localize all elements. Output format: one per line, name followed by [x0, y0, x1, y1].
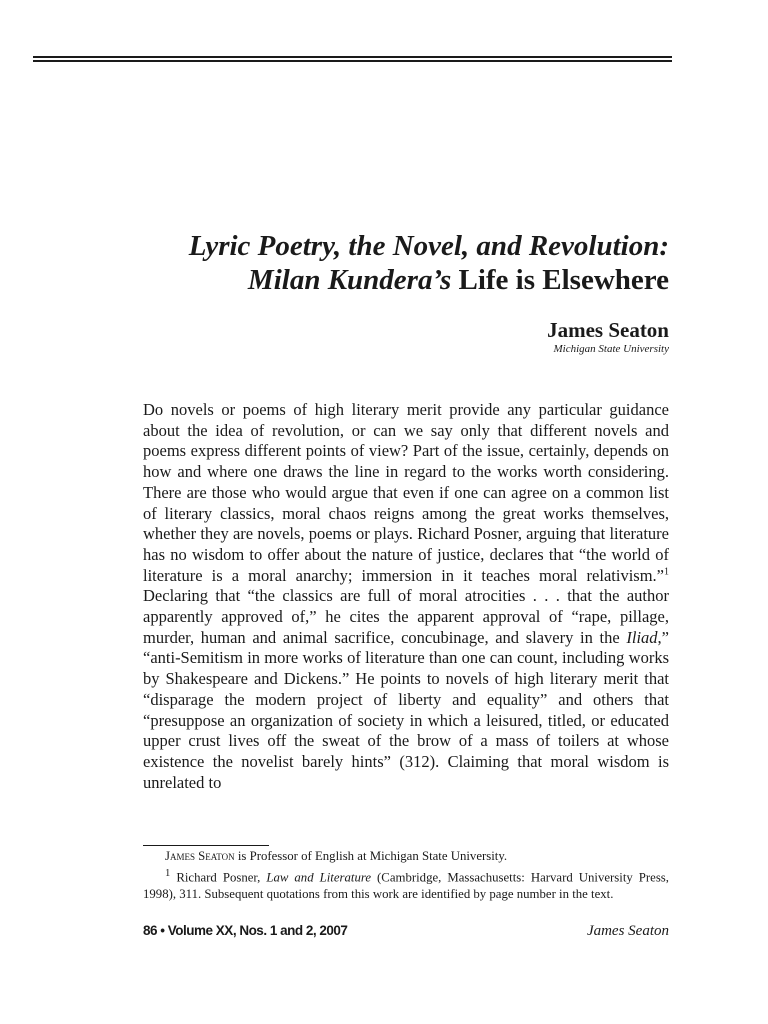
author-affiliation: Michigan State University [553, 343, 669, 355]
footnote-separator [143, 845, 269, 846]
title-line-1: Lyric Poetry, the Novel, and Revolution: [188, 230, 669, 262]
body-paragraph [143, 400, 669, 793]
title-line-2 [189, 263, 669, 297]
author-note-name: James Seaton [165, 849, 235, 863]
footnotes [143, 848, 669, 903]
footnote-1-text-a: Richard Posner, [170, 870, 267, 885]
footer-bullet: • [160, 923, 165, 938]
page-number: 86 [143, 923, 158, 938]
footnote-1-number: 1 [165, 868, 171, 879]
body-text-part-2: Declaring that “the classics are full of moral atrocities . . . that the author apparently approved of,” he cites the apparent approval of “rape, pillage, murder, human and animal sacrifice, concubinage, and slavery in the [143, 586, 669, 647]
rule-line [33, 60, 672, 62]
iliad-title: Iliad [626, 627, 658, 647]
title-line-2-italic: Milan Kundera’s [247, 264, 452, 296]
title-book-name: Life is Elsewhere [458, 264, 669, 296]
footnote-1 [143, 865, 669, 903]
footnote-ref-1[interactable]: 1 [664, 566, 669, 578]
body-text-part-1: Do novels or poems of high literary merit provide any particular guidance about the idea of revolution, or can we say only that different novels and poems express different points of view? Part of the issue, certainly, depends on how and where one draws the line in regard to the works worth considering. There are those who would argue that even if one can agree on a common list of literary classics, moral chaos reigns among the great works themselves, whether they are novels, poems or plays. Richard Posner, arguing that literature has no wisdom to offer about the nature of justice, declares that “the world of literature is a moral anarchy; immersion in it teaches moral relativism.” [143, 400, 669, 585]
author-note [143, 848, 669, 865]
author-note-text: is Professor of English at Michigan State University. [234, 849, 508, 863]
rule-line [33, 56, 672, 58]
body-text-part-3: ,” “anti-Semitism in more works of literature than one can count, including works by Shakespeare and Dickens.” He points to novels of high literary merit that “disparage the modern project of liberty and equality” and others that “presuppose an organization of society in which a leisured, titled, or educated upper crust lives off the sweat of the brow of a mass of toilers at whose existence the novelist barely hints” (312). Claiming that moral wisdom is unrelated to [143, 627, 669, 792]
header-double-rule [33, 56, 672, 64]
author-name: James Seaton [547, 318, 669, 342]
article-title [189, 229, 669, 297]
running-author: James Seaton [586, 923, 669, 939]
footnote-1-book: Law and Literature [266, 870, 372, 885]
footnote-1-text-b: (Cambridge, Massachusetts: Harvard University Press, 1998), 311. Subsequent quotations from this work are identified by page number in the text. [143, 870, 669, 902]
volume-info: Volume XX, Nos. 1 and 2, 2007 [167, 923, 348, 938]
footer-journal-info [143, 923, 347, 938]
